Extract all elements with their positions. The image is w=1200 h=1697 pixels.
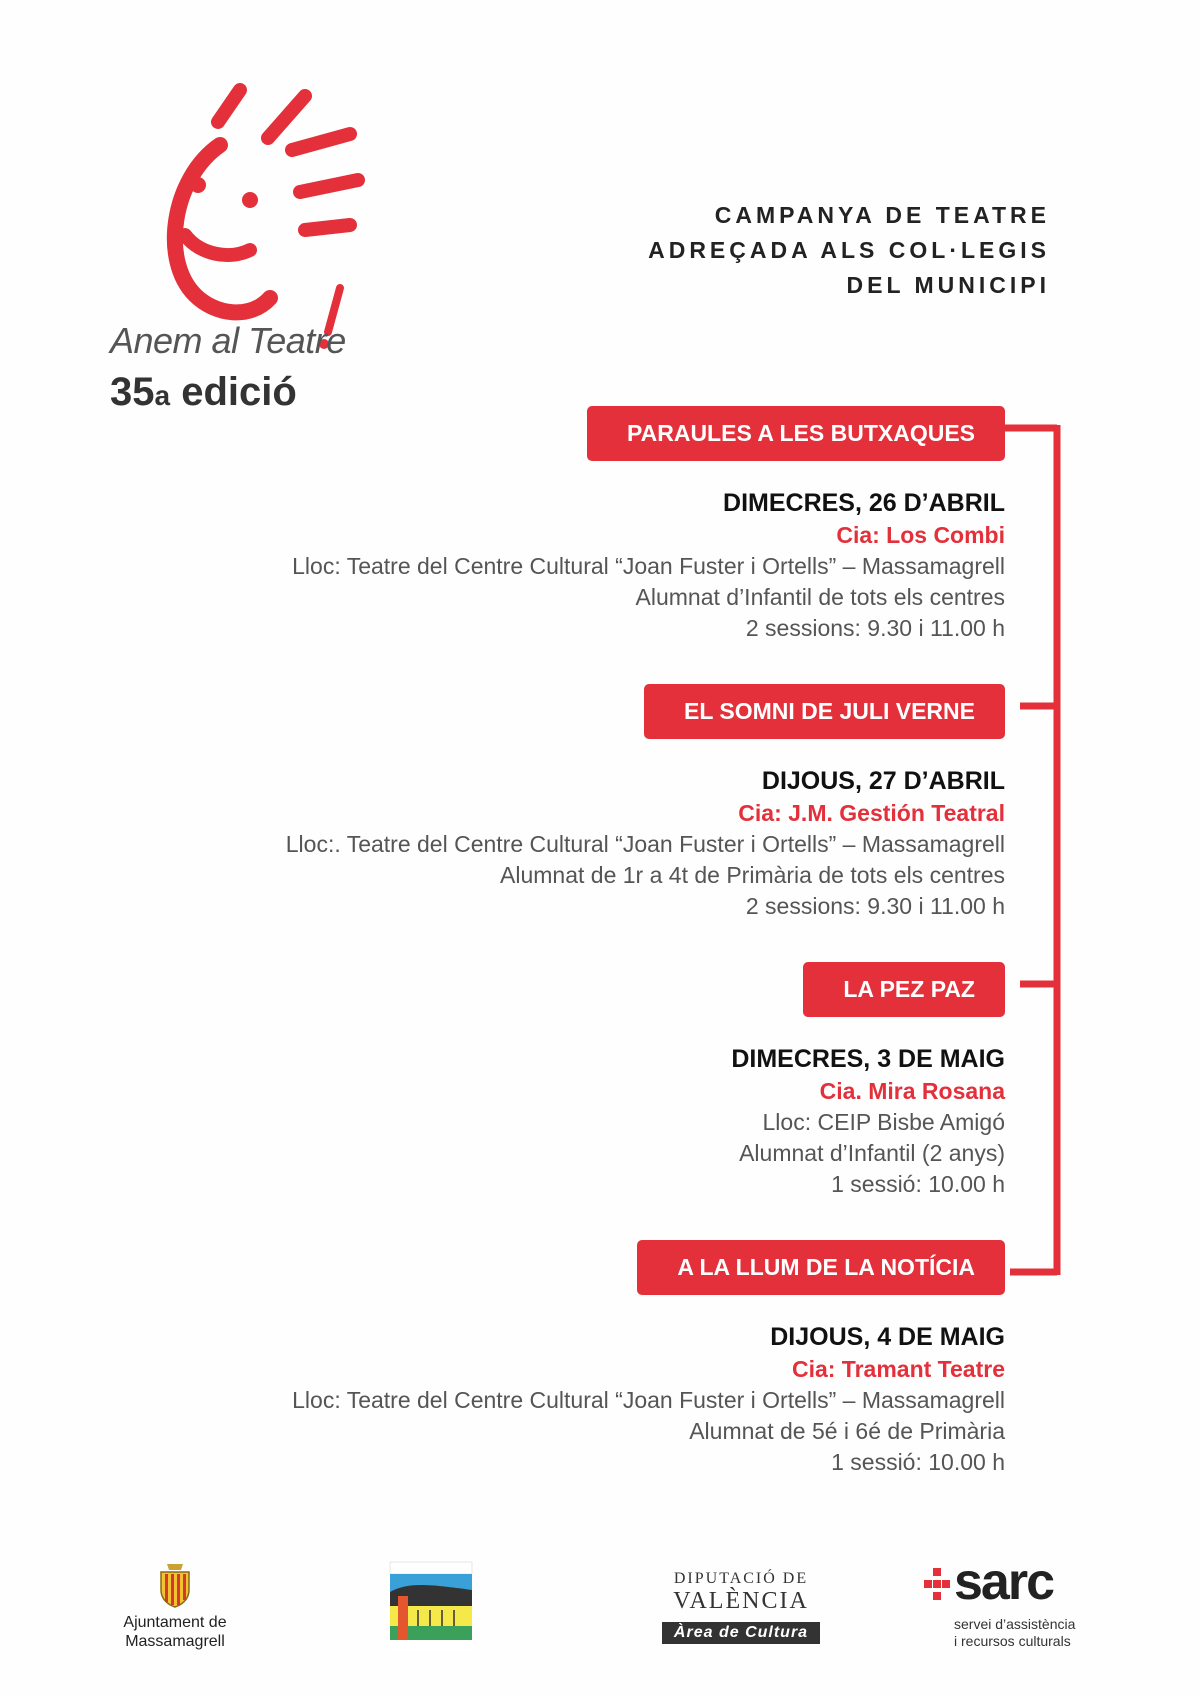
- event-place: Lloc: CEIP Bisbe Amigó: [762, 1109, 1005, 1135]
- timeline-bracket: [1000, 420, 1070, 1280]
- event-title: PARAULES A LES BUTXAQUES: [587, 406, 1005, 461]
- event-place: Lloc: Teatre del Centre Cultural “Joan Fuster i Ortells” – Massamagrell: [292, 1387, 1005, 1413]
- ajuntament-line2: Massamagrell: [125, 1633, 225, 1650]
- logo-edition: 35a edició: [110, 370, 297, 414]
- event-title: A LA LLUM DE LA NOTÍCIA: [637, 1240, 1005, 1295]
- diputacio-valencia-logo: [662, 1566, 820, 1646]
- event-company: Cia: Los Combi: [836, 522, 1005, 548]
- event-sessions: 1 sessió: 10.00 h: [831, 1449, 1005, 1475]
- anem-al-teatre-logo: [100, 70, 420, 420]
- event-company: Cia: Tramant Teatre: [791, 1356, 1005, 1382]
- event-sessions: 2 sessions: 9.30 i 11.00 h: [745, 615, 1005, 641]
- diputacio-line3: Àrea de Cultura: [662, 1622, 820, 1644]
- event-title: LA PEZ PAZ: [803, 962, 1005, 1017]
- event-place: Lloc: Teatre del Centre Cultural “Joan Fuster i Ortells” – Massamagrell: [292, 553, 1005, 579]
- event-company: Cia: J.M. Gestión Teatral: [738, 800, 1005, 826]
- event-1: [105, 406, 1005, 644]
- diputacio-line1: DIPUTACIÓ DE: [673, 1570, 809, 1587]
- logo-name: Anem al Teatre: [110, 320, 346, 361]
- campaign-line: DEL MUNICIPI: [846, 272, 1050, 298]
- coat-of-arms-icon: [155, 1560, 195, 1608]
- event-date: DIJOUS, 27 D’ABRIL: [761, 767, 1005, 795]
- event-place: Lloc:. Teatre del Centre Cultural “Joan Fuster i Ortells” – Massamagrell: [285, 831, 1005, 857]
- sarc-subtitle: servei d’assistència i recursos culturals: [954, 1616, 1076, 1649]
- event-audience: Alumnat de 5é i 6é de Primària: [689, 1418, 1005, 1444]
- event-title: EL SOMNI DE JULI VERNE: [644, 684, 1005, 739]
- diputacio-line2: VALÈNCIA: [673, 1588, 809, 1614]
- centre-cultural-logo: [388, 1560, 474, 1650]
- ajuntament-logo: [110, 1560, 240, 1651]
- sarc-logo: [922, 1553, 1082, 1650]
- centre-cultural-icon: [388, 1560, 474, 1650]
- event-audience: Alumnat de 1r a 4t de Primària de tots els centres: [500, 862, 1005, 888]
- event-audience: Alumnat d’Infantil de tots els centres: [635, 584, 1005, 610]
- event-date: DIMECRES, 26 D’ABRIL: [723, 489, 1005, 517]
- event-4: [105, 1240, 1005, 1478]
- event-audience: Alumnat d’Infantil (2 anys): [739, 1140, 1005, 1166]
- event-date: DIMECRES, 3 DE MAIG: [731, 1045, 1005, 1073]
- event-sessions: 1 sessió: 10.00 h: [831, 1171, 1005, 1197]
- event-date: DIJOUS, 4 DE MAIG: [770, 1323, 1005, 1351]
- campaign-heading: [648, 198, 1050, 303]
- event-sessions: 2 sessions: 9.30 i 11.00 h: [745, 893, 1005, 919]
- event-3: [105, 962, 1005, 1200]
- campaign-line: CAMPANYA DE TEATRE: [714, 202, 1050, 228]
- sarc-brand: sarc: [954, 1553, 1053, 1611]
- ajuntament-line1: Ajuntament de: [123, 1614, 227, 1631]
- event-2: [105, 684, 1005, 922]
- event-company: Cia. Mira Rosana: [819, 1078, 1005, 1104]
- plus-cross-icon: [922, 1566, 952, 1606]
- campaign-line: ADREÇADA ALS COL·LEGIS: [648, 237, 1050, 263]
